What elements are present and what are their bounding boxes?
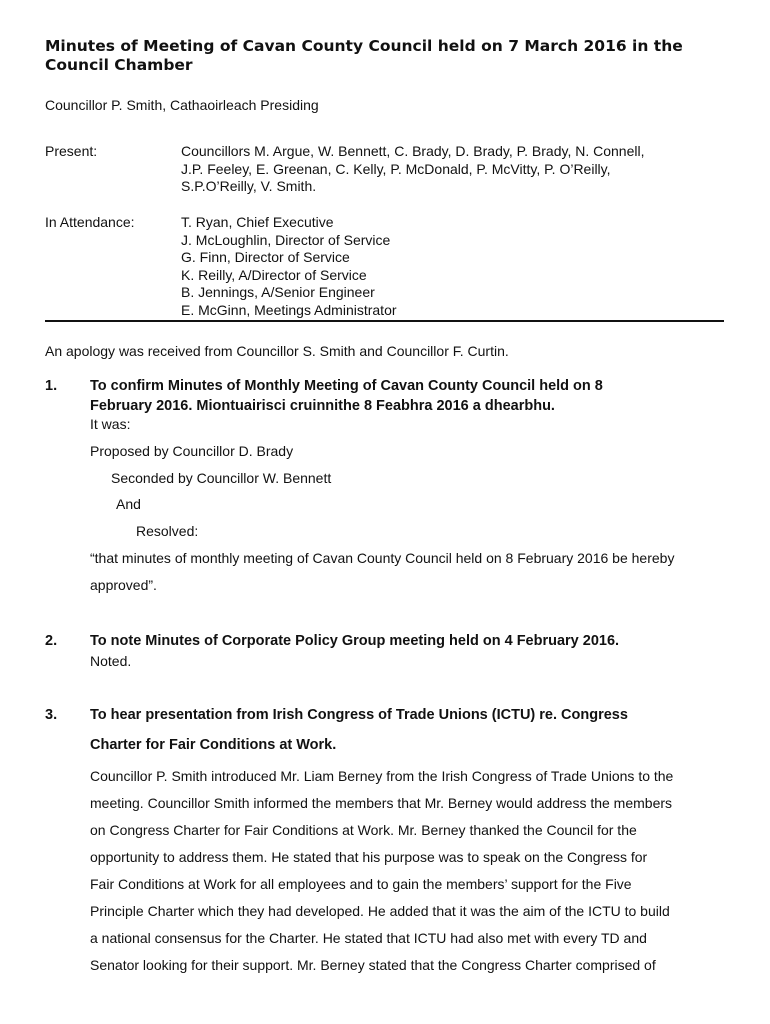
- attendance-line: G. Finn, Director of Service: [181, 249, 350, 265]
- attendance-label: In Attendance:: [45, 214, 135, 230]
- present-list: [181, 143, 645, 196]
- paragraph-line: Councillor P. Smith introduced Mr. Liam Berney from the Irish Congress of Trade Unions to the: [90, 768, 674, 784]
- resolved-text: Resolved:: [136, 523, 199, 539]
- paragraph-line: meeting. Councillor Smith informed the members that Mr. Berney would address the members: [90, 795, 673, 811]
- attendance-list: [181, 214, 397, 319]
- paragraph-line: on Congress Charter for Fair Conditions at Work. Mr. Berney thanked the Council for the: [90, 822, 637, 838]
- attendance-line: K. Reilly, A/Director of Service: [181, 266, 367, 283]
- item-3-paragraph: [90, 763, 673, 979]
- horizontal-divider: [45, 320, 724, 322]
- item-1-heading-line: To confirm Minutes of Monthly Meeting of Cavan County Council held on 8: [90, 378, 603, 394]
- paragraph-line: Senator looking for their support. Mr. Berney stated that the Congress Charter comprised of: [90, 957, 656, 973]
- resolution-line: “that minutes of monthly meeting of Cavan County Council held on 8 February 2016 be hereby: [90, 550, 675, 566]
- attendance-line: T. Ryan, Chief Executive: [181, 214, 334, 230]
- item-3-heading-line: Charter for Fair Conditions at Work.: [90, 737, 337, 753]
- presiding-line: Councillor P. Smith, Cathaoirleach Presiding: [45, 97, 319, 113]
- proposed-text: Proposed by Councillor D. Brady: [90, 443, 294, 459]
- item-number: 2.: [45, 633, 58, 649]
- document-title: Minutes of Meeting of Cavan County Council held on 7 March 2016 in the Council Chamber: [45, 37, 683, 74]
- item-3-heading-line: To hear presentation from Irish Congress of Trade Unions (ICTU) re. Congress: [90, 707, 628, 723]
- item-2-heading: To note Minutes of Corporate Policy Group meeting held on 4 February 2016.: [90, 633, 620, 649]
- present-line: Councillors M. Argue, W. Bennett, C. Brady, D. Brady, P. Brady, N. Connell,: [181, 143, 645, 159]
- item-number: 3.: [45, 707, 58, 723]
- attendance-line: J. McLoughlin, Director of Service: [181, 231, 391, 248]
- paragraph-line: Principle Charter which they had developed. He added that it was the aim of the ICTU to build: [90, 903, 670, 919]
- resolution-line: approved”.: [90, 577, 157, 593]
- present-label: Present:: [45, 143, 98, 159]
- item-1-heading-line: February 2016. Miontuairisci cruinnithe 8 Feabhra 2016 a dhearbhu.: [90, 398, 555, 414]
- seconded-text: Seconded by Councillor W. Bennett: [111, 470, 332, 486]
- paragraph-line: a national consensus for the Charter. He stated that ICTU had also met with every TD and: [90, 930, 647, 946]
- and-text: And: [116, 496, 141, 512]
- attendance-line: E. McGinn, Meetings Administrator: [181, 301, 397, 318]
- it-was-text: It was:: [90, 416, 131, 432]
- noted-text: Noted.: [90, 653, 132, 669]
- present-line: S.P.O’Reilly, V. Smith.: [181, 178, 317, 194]
- attendance-line: B. Jennings, A/Senior Engineer: [181, 284, 375, 300]
- item-number: 1.: [45, 378, 58, 394]
- paragraph-line: opportunity to address them. He stated that his purpose was to speak on the Congress for: [90, 849, 648, 865]
- paragraph-line: Fair Conditions at Work for all employees and to gain the members’ support for the Five: [90, 876, 632, 892]
- present-line: J.P. Feeley, E. Greenan, C. Kelly, P. McDonald, P. McVitty, P. O’Reilly,: [181, 160, 611, 177]
- apology-text: An apology was received from Councillor S. Smith and Councillor F. Curtin.: [45, 343, 509, 359]
